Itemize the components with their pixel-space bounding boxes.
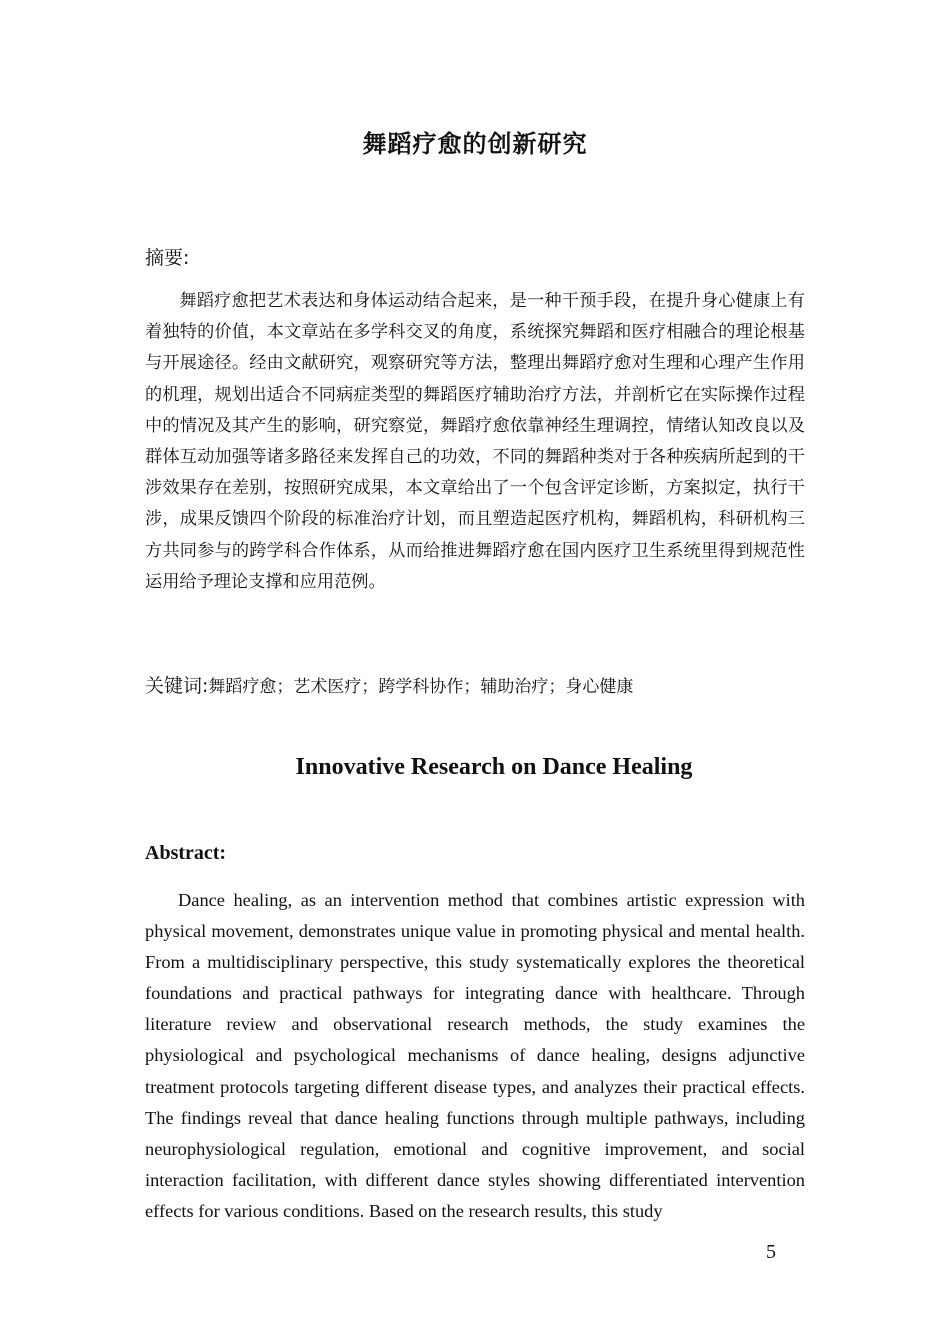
chinese-keywords-label: 关键词: xyxy=(145,675,209,697)
english-title: Innovative Research on Dance Healing xyxy=(295,754,693,780)
english-abstract-text: Dance healing, as an intervention method that combines artistic expression with physical movement, demonstrates unique value in promoting physical and mental health. From a multidisciplinary perspective, this study systematically explores the theoretical foundations and practical pathways for integrating dance with healthcare. Through literature review and observational research methods, the study examines the physiological and psychological mechanisms of dance healing, designs adjunctive treatment protocols targeting different disease types, and analyzes their practical effects. The findings reveal that dance healing functions through multiple pathways, including neurophysiological regulation, emotional and cognitive improvement, and social interaction facilitation, with different dance styles showing differentiated intervention effects for various conditions. Based on the research results, this study xyxy=(145,890,805,1221)
chinese-keywords-text: 舞蹈疗愈；艺术医疗；跨学科协作；辅助治疗；身心健康 xyxy=(208,677,634,697)
chinese-title: 舞蹈疗愈的创新研究 xyxy=(362,130,588,158)
page-number: 5 xyxy=(766,1241,776,1263)
chinese-abstract-heading: 摘要: xyxy=(145,247,190,269)
chinese-abstract-text: 舞蹈疗愈把艺术表达和身体运动结合起来，是一种干预手段，在提升身心健康上有着独特的价值，本文章站在多学科交叉的角度，系统探究舞蹈和医疗相融合的理论根基与开展途径。经由文献研究，观察研究等方法，整理出舞蹈疗愈对生理和心理产生作用的机理，规划出适合不同病症类型的舞蹈医疗辅助治疗方法，并剖析它在实际操作过程中的情况及其产生的影响，研究察觉，舞蹈疗愈依靠神经生理调控，情绪认知改良以及群体互动加强等诸多路径来发挥自己的功效，不同的舞蹈种类对于各种疾病所起到的干涉效果存在差别，按照研究成果，本文章给出了一个包含评定诊断，方案拟定，执行干涉，成果反馈四个阶段的标准治疗计划，而且塑造起医疗机构，舞蹈机构，科研机构三方共同参与的跨学科合作体系，从而给推进舞蹈疗愈在国内医疗卫生系统里得到规范性运用给予理论支撑和应用范例。 xyxy=(145,291,805,592)
chinese-keywords xyxy=(145,671,825,698)
english-abstract-heading: Abstract: xyxy=(145,842,227,864)
